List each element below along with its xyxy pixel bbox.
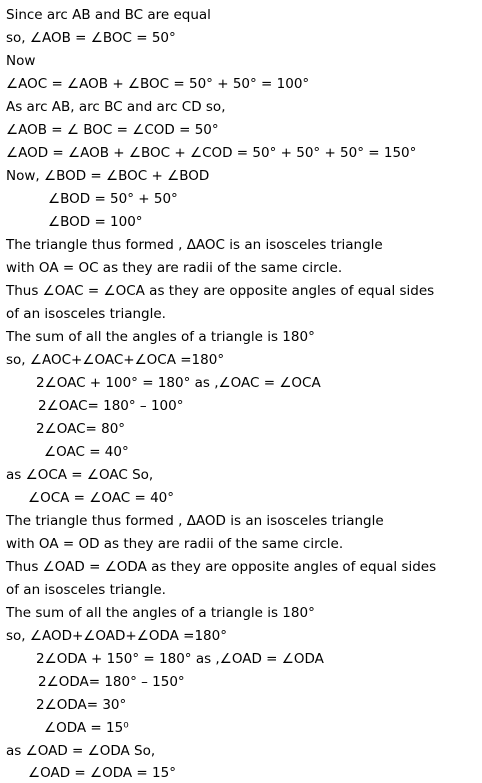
text-line-23: The triangle thus formed , ΔAOD is an isosceles triangle [6,513,384,529]
text-line-21: as ∠OCA = ∠OAC So, [6,467,154,483]
text-line-19: 2∠OAC= 80° [36,421,126,437]
text-line-28: so, ∠AOD+∠OAD+∠ODA =180° [6,628,227,644]
text-line-5: As arc AB, arc BC and arc CD so, [6,99,226,115]
text-line-22: ∠OCA = ∠OAC = 40° [28,490,175,506]
text-line-8: Now, ∠BOD = ∠BOC + ∠BOD [6,168,210,184]
text-line-4: ∠AOC = ∠AOB + ∠BOC = 50° + 50° = 100° [6,76,310,92]
text-line-18: 2∠OAC= 180° – 100° [38,398,184,414]
text-line-31: 2∠ODA= 30° [36,697,127,713]
text-line-13: Thus ∠OAC = ∠OCA as they are opposite angles of equal sides [6,283,435,299]
text-line-2: so, ∠AOB = ∠BOC = 50° [6,30,176,46]
text-line-9: ∠BOD = 50° + 50° [48,191,178,207]
text-line-15: The sum of all the angles of a triangle is 180° [6,329,315,345]
text-line-20: ∠OAC = 40° [44,444,129,460]
text-line-14: of an isosceles triangle. [6,306,166,322]
text-line-6: ∠AOB = ∠ BOC = ∠COD = 50° [6,122,219,138]
text-line-16: so, ∠AOC+∠OAC+∠OCA =180° [6,352,225,368]
text-line-11: The triangle thus formed , ΔAOC is an isosceles triangle [6,237,383,253]
text-line-12: with OA = OC as they are radii of the same circle. [6,260,343,276]
text-line-3: Now [6,53,36,69]
text-line-7: ∠AOD = ∠AOB + ∠BOC + ∠COD = 50° + 50° + 50° = 150° [6,145,417,161]
text-line-27: The sum of all the angles of a triangle is 180° [6,605,315,621]
text-line-34: ∠OAD = ∠ODA = 15° [28,765,176,781]
text-line-24: with OA = OD as they are radii of the same circle. [6,536,344,552]
text-line-10: ∠BOD = 100° [48,214,143,230]
text-line-30: 2∠ODA= 180° – 150° [38,674,185,690]
text-line-17: 2∠OAC + 100° = 180° as ,∠OAC = ∠OCA [36,375,321,391]
text-line-1: Since arc AB and BC are equal [6,7,211,23]
text-line-32: ∠ODA = 15⁰ [44,720,129,736]
text-line-33: as ∠OAD = ∠ODA So, [6,743,156,759]
text-line-25: Thus ∠OAD = ∠ODA as they are opposite angles of equal sides [6,559,437,575]
text-line-29: 2∠ODA + 150° = 180° as ,∠OAD = ∠ODA [36,651,324,667]
text-line-26: of an isosceles triangle. [6,582,166,598]
